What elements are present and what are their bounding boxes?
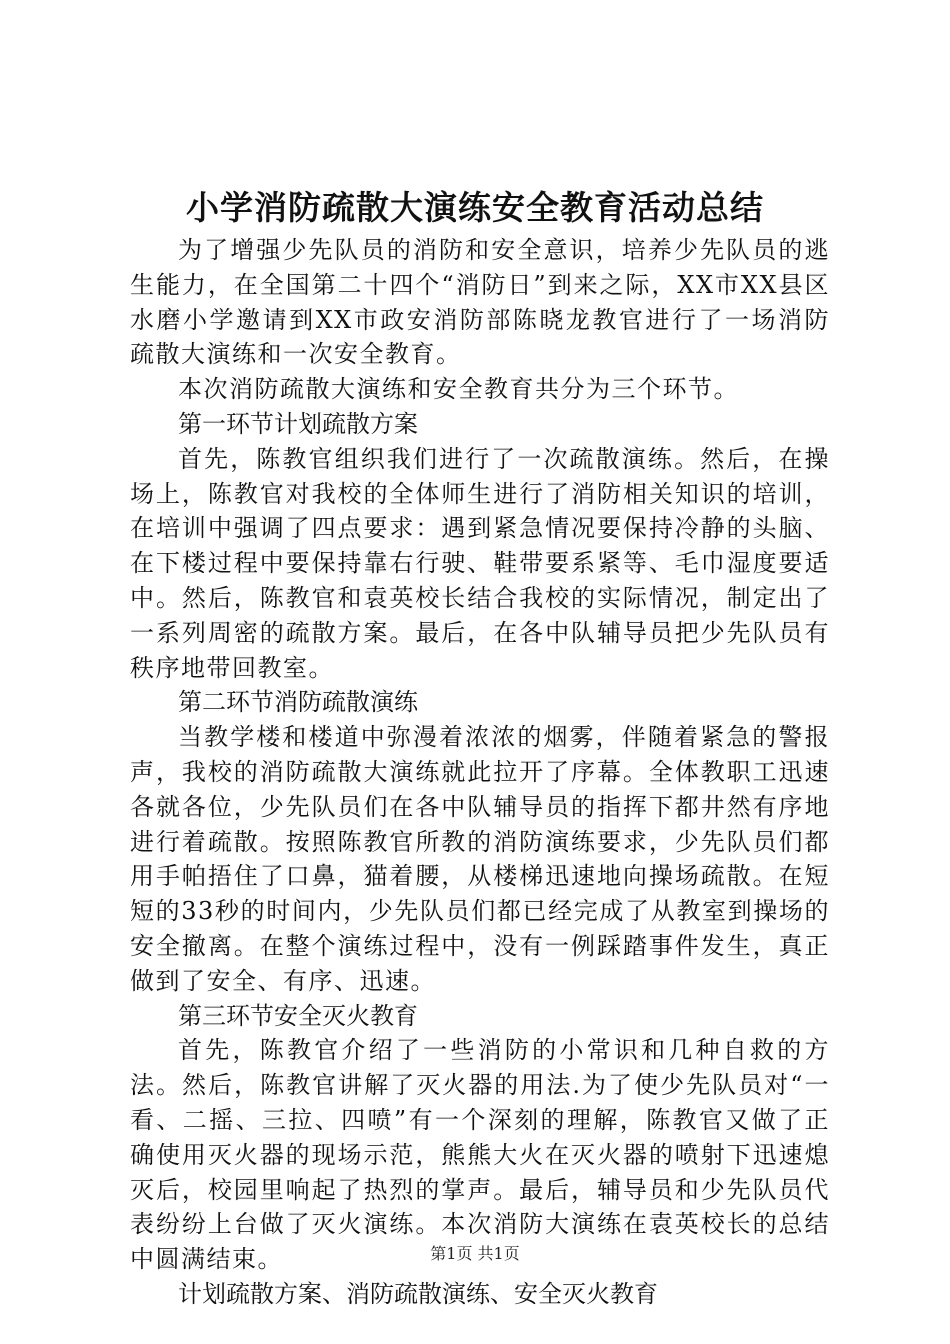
document-body — [130, 233, 830, 1312]
document-title: 小学消防疏散大演练安全教育活动总结 — [186, 188, 764, 227]
paragraph-section-2: 当教学楼和楼道中弥漫着浓浓的烟雾，伴随着紧急的警报声，我校的消防疏散大演练就此拉开了序幕。全体教职工迅速各就各位，少先队员们在各中队辅导员的指挥下都井然有序地进行着疏散。按照陈教官所教的消防演练要求，少先队员们都用手帕捂住了口鼻，猫着腰，从楼梯迅速地向操场疏散。在短短的33秒的时间内，少先队员们都已经完成了从教室到操场的安全撤离。在整个演练过程中，没有一例踩踏事件发生，真正做到了安全、有序、迅速。 — [130, 723, 830, 995]
section-heading-2: 第二环节消防疏散演练 — [178, 688, 418, 717]
paragraph-section-3: 首先，陈教官介绍了一些消防的小常识和几种自救的方法。然后，陈教官讲解了灭火器的用法.为了使少先队员对“一看、二摇、三拉、四喷”有一个深刻的理解，陈教官又做了正确使用灭火器的现场示范，熊熊大火在灭火器的喷射下迅速熄灭后，校园里响起了热烈的掌声。最后，辅导员和少先队员代表纷纷上台做了灭火演练。本次消防大演练在袁英校长的总结中圆满结束。 — [130, 1036, 830, 1274]
page-footer: 第1页 共1页 — [430, 1244, 520, 1263]
paragraph-section-1: 首先，陈教官组织我们进行了一次疏散演练。然后，在操场上，陈教官对我校的全体师生进行了消防相关知识的培训，在培训中强调了四点要求：遇到紧急情况要保持冷静的头脑、在下楼过程中要保持靠右行驶、鞋带要系紧等、毛巾湿度要适中。然后，陈教官和袁英校长结合我校的实际情况，制定出了一系列周密的疏散方案。最后，在各中队辅导员把少先队员有秩序地带回教室。 — [130, 444, 830, 682]
paragraph-overview: 本次消防疏散大演练和安全教育共分为三个环节。 — [178, 375, 739, 404]
paragraph-intro: 为了增强少先队员的消防和安全意识，培养少先队员的逃生能力，在全国第二十四个“消防日”到来之际，XX市XX县区水磨小学邀请到XX市政安消防部陈晓龙教官进行了一场消防疏散大演练和一次安全教育。 — [130, 236, 830, 369]
paragraph-keywords: 计划疏散方案、消防疏散演练、安全灭火教育 — [178, 1279, 658, 1308]
section-heading-3: 第三环节安全灭火教育 — [178, 1001, 418, 1030]
section-heading-1: 第一环节计划疏散方案 — [178, 409, 418, 438]
